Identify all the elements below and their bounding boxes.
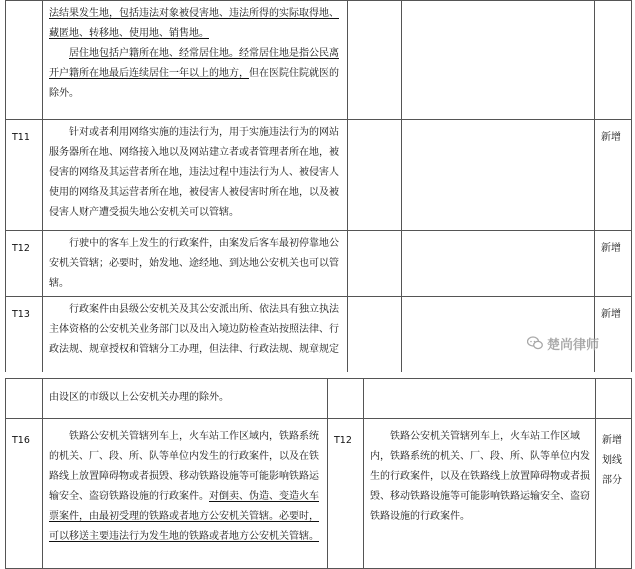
old-id-cell <box>328 379 364 419</box>
row-id: T16 <box>6 419 43 569</box>
watermark <box>527 333 599 353</box>
comparison-table-bottom <box>5 378 632 569</box>
provision-paragraph: 针对或者利用网络实施的违法行为，用于实施违法行为的网站服务器所在地、网络接入地以及网站建立者或者管理者所在地，被侵害的网络及其运营者所在地，违法过程中违法行为人、被侵害人使用的网络及其运营者所在地，被侵害人被侵害时所在地，以及被侵害人财产遭受损失地公安机关可以管辖。 <box>49 127 339 218</box>
old-text-cell <box>402 1 595 120</box>
row-id <box>6 379 43 419</box>
table-row <box>6 379 632 419</box>
note-cell: 新增 <box>595 297 632 373</box>
continuation-text: 由设区的市级以上公安机关办理的除外。 <box>43 379 328 419</box>
note-cell <box>596 419 632 569</box>
provision-paragraph <box>49 44 342 104</box>
provision-text <box>43 1 348 120</box>
note-line: 部分 <box>602 475 622 486</box>
chat-bubble-icon <box>527 336 543 350</box>
table-row <box>6 231 632 297</box>
old-row-id: T12 <box>328 419 364 569</box>
old-text-cell <box>402 231 595 297</box>
provision-paragraph <box>49 427 322 547</box>
plain-text: 但在医院住院就医的除外。 <box>49 68 339 99</box>
underlined-text: 居住地包括户籍所在地、经常居住地。经常居住地是指公民离开户籍所在地最后连续居住一年以上的地方， <box>49 48 339 79</box>
old-id-cell <box>348 120 402 231</box>
provision-text <box>43 231 348 297</box>
provision-paragraph <box>49 4 342 44</box>
old-text-cell <box>402 120 595 231</box>
note-cell <box>595 1 632 120</box>
note-cell: 新增 <box>595 120 632 231</box>
row-id: T13 <box>6 297 43 373</box>
old-id-cell <box>348 297 402 373</box>
comparison-table-top <box>5 0 632 373</box>
row-id <box>6 1 43 120</box>
old-provision-text <box>364 419 596 569</box>
provision-text <box>43 419 328 569</box>
note-line: 划线 <box>602 455 622 466</box>
old-id-cell <box>348 231 402 297</box>
note-cell <box>596 379 632 419</box>
underlined-text: 对倒卖、伪造、变造火车票案件，由最初受理的铁路或者地方公安机关管辖。必要时，可以移送主要违法行为发生地的铁路或者地方公安机关管辖。 <box>49 491 319 542</box>
table-row <box>6 120 632 231</box>
provision-text <box>43 297 348 373</box>
provision-paragraph: 行政案件由县级公安机关及其公安派出所、依法具有独立执法主体资格的公安机关业务部门以及出入境边防检查站按照法律、行政法规、规章授权和管辖分工办理，但法律、行政法规、规章规定 <box>49 304 339 355</box>
note-cell: 新增 <box>595 231 632 297</box>
old-provision-paragraph: 铁路公安机关管辖列车上，火车站工作区域内，铁路系统的机关、厂、段、所、队等单位内发生的行政案件，以及在铁路线上放置障碍物或者损毁、移动铁路设施等可能影响铁路运输安全、盗窃铁路设施的行政案件。 <box>370 431 590 522</box>
old-text-cell <box>364 379 596 419</box>
table-row <box>6 419 632 569</box>
row-id: T12 <box>6 231 43 297</box>
provision-paragraph: 行驶中的客车上发生的行政案件，由案发后客车最初停靠地公安机关管辖；必要时，始发地、途经地、到达地公安机关也可以管辖。 <box>49 238 339 289</box>
row-id: T11 <box>6 120 43 231</box>
note-line: 新增 <box>602 435 622 446</box>
plain-text: 铁路公安机关管辖列车上，火车站工作区域内，铁路系统的机关、厂、段、所、队等单位内发生的行政案件，以及在铁路线上放置障碍物或者损毁、移动铁路设施等可能影响铁路运输安全、盗窃铁路设施的行政案件。 <box>49 431 319 502</box>
watermark-text: 楚尚律师 <box>547 337 600 353</box>
underlined-text: 法结果发生地，包括违法对象被侵害地、违法所得的实际取得地、藏匿地、转移地、使用地、销售地。 <box>49 8 339 39</box>
old-id-cell <box>348 1 402 120</box>
provision-text <box>43 120 348 231</box>
table-row <box>6 1 632 120</box>
